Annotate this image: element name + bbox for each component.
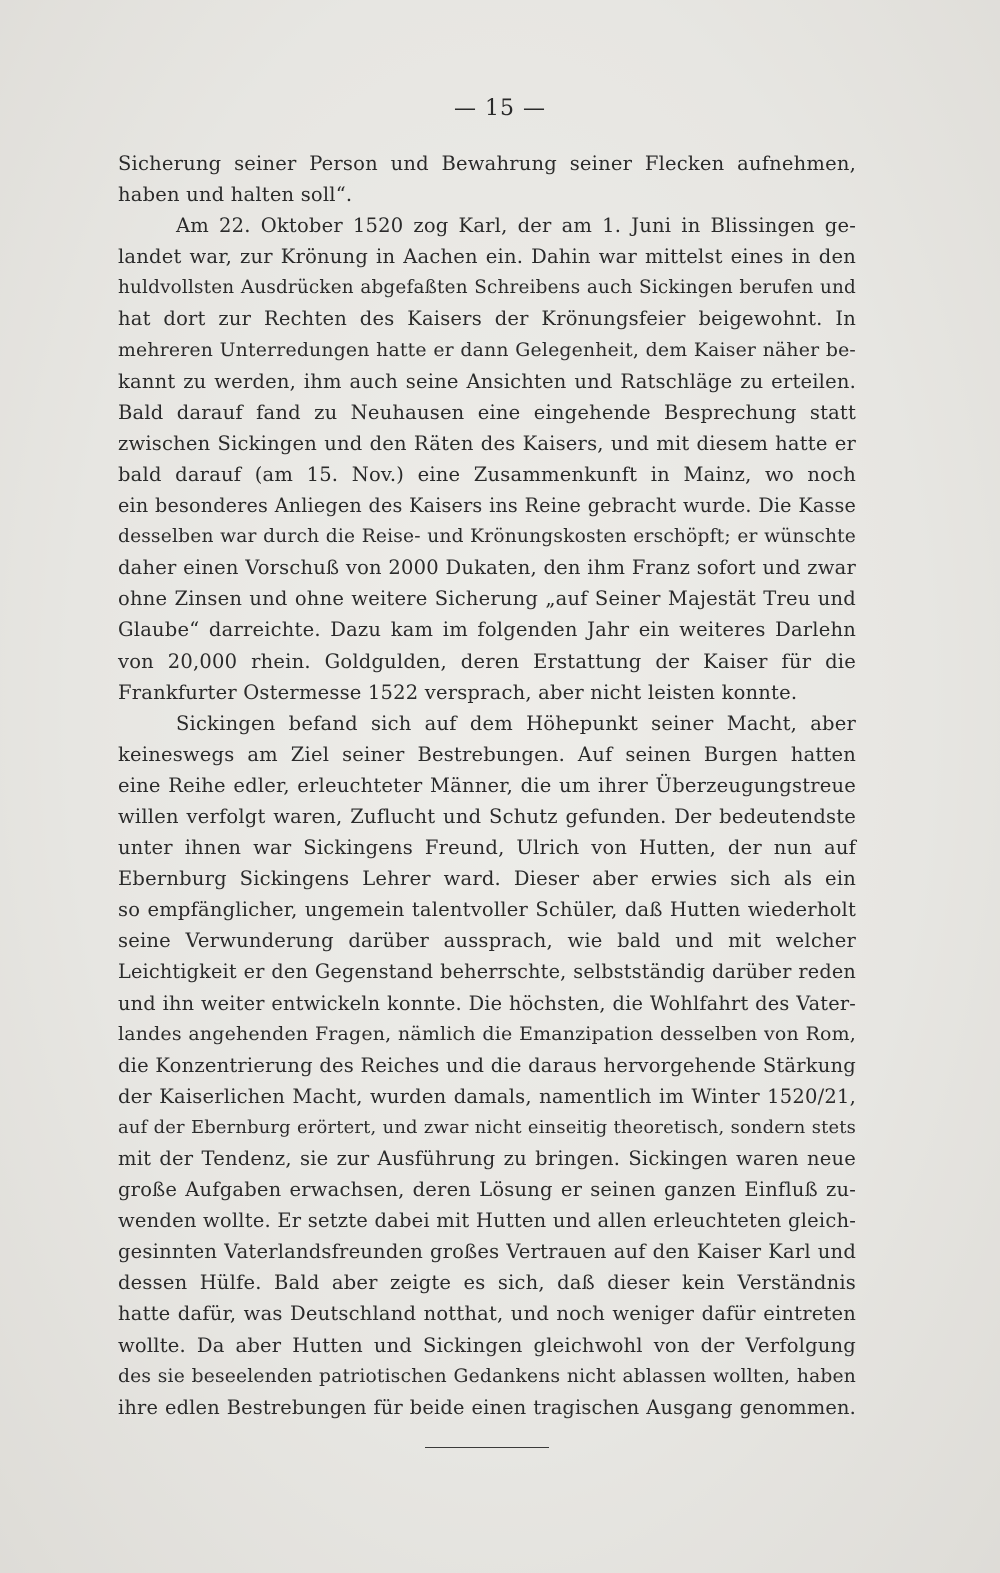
text-line: daher einen Vorschuß von 2000 Dukaten, den ihm Franz sofort und zwar [118, 556, 856, 580]
text-line: der Kaiserlichen Macht, wurden damals, namentlich im Winter 1520/21, [118, 1084, 856, 1108]
text-line: von 20,000 rhein. Goldgulden, deren Erstattung der Kaiser für die [118, 649, 856, 673]
text-line: hat dort zur Rechten des Kaisers der Krönungsfeier beigewohnt. In [118, 307, 856, 331]
text-line: die Konzentrierung des Reiches und die daraus hervorgehende Stärkung [118, 1053, 856, 1077]
text-line: dessen Hülfe. Bald aber zeigte es sich, daß dieser kein Verständnis [118, 1271, 856, 1295]
text-line: keineswegs am Ziel seiner Bestrebungen. Auf seinen Burgen hatten [118, 742, 856, 766]
text-line: bald darauf (am 15. Nov.) eine Zusammenkunft in Mainz, wo noch [118, 462, 856, 486]
text-line: ihre edlen Bestrebungen für beide einen tragischen Ausgang genommen. [118, 1395, 856, 1419]
text-line: huldvollsten Ausdrücken abgefaßten Schreibens auch Sickingen berufen und [118, 277, 856, 299]
text-line: Glaube“ darreichte. Dazu kam im folgenden Jahr ein weiteres Darlehn [118, 618, 856, 642]
text-line: und ihn weiter entwickeln konnte. Die höchsten, die Wohlfahrt des Vater- [118, 991, 856, 1015]
text-line: haben und halten soll“. [118, 183, 353, 207]
body-text [118, 148, 856, 1423]
text-line: Leichtigkeit er den Gegenstand beherrschte, selbstständig darüber reden [118, 960, 856, 984]
text-line: auf der Ebernburg erörtert, und zwar nicht einseitig theoretisch, sondern stets [118, 1116, 856, 1138]
text-line: große Aufgaben erwachsen, deren Lösung er seinen ganzen Einfluß zu- [118, 1178, 856, 1202]
text-line: Sickingen befand sich auf dem Höhepunkt seiner Macht, aber [176, 711, 856, 735]
text-line: Frankfurter Ostermesse 1522 versprach, aber nicht leisten konnte. [118, 680, 798, 704]
text-line: mehreren Unterredungen hatte er dann Gelegenheit, dem Kaiser näher be- [118, 339, 856, 361]
text-line: landet war, zur Krönung in Aachen ein. Dahin war mittelst eines in den [118, 245, 856, 269]
text-line: eine Reihe edler, erleuchteter Männer, die um ihrer Überzeugungstreue [118, 773, 856, 797]
text-line: landes angehenden Fragen, nämlich die Emanzipation desselben von Rom, [118, 1022, 856, 1045]
text-line: ein besonderes Anliegen des Kaisers ins Reine gebracht wurde. Die Kasse [118, 494, 856, 518]
text-line: Sicherung seiner Person und Bewahrung seiner Flecken aufnehmen, [118, 152, 856, 175]
text-line: desselben war durch die Reise- und Krönungskosten erschöpft; er wünschte [118, 526, 856, 548]
text-line: mit der Tendenz, sie zur Ausführung zu bringen. Sickingen waren neue [118, 1147, 856, 1170]
text-line: ohne Zinsen und ohne weitere Sicherung „auf Seiner Majestät Treu und [118, 587, 856, 611]
text-line: zwischen Sickingen und den Räten des Kaisers, und mit diesem hatte er [118, 431, 856, 455]
text-line: kannt zu werden, ihm auch seine Ansichten und Ratschläge zu erteilen. [118, 369, 856, 393]
text-line: seine Verwunderung darüber aussprach, wie bald und mit welcher [118, 929, 856, 953]
text-line: willen verfolgt waren, Zuflucht und Schutz gefunden. Der bedeutendste [118, 804, 856, 828]
text-line: Ebernburg Sickingens Lehrer ward. Dieser aber erwies sich als ein [118, 867, 856, 891]
text-line: so empfänglicher, ungemein talentvoller Schüler, daß Hutten wiederholt [118, 898, 856, 922]
page-number: — 15 — [454, 96, 546, 121]
text-line: hatte dafür, was Deutschland notthat, und noch weniger dafür eintreten [118, 1302, 856, 1326]
text-line: Bald darauf fand zu Neuhausen eine eingehende Besprechung statt [118, 400, 856, 424]
text-line: wenden wollte. Er setzte dabei mit Hutten und allen erleuchteten gleich- [118, 1209, 856, 1233]
text-line: Am 22. Oktober 1520 zog Karl, der am 1. Juni in Blissingen ge- [176, 214, 856, 238]
text-line: des sie beseelenden patriotischen Gedankens nicht ablassen wollten, haben [118, 1365, 856, 1387]
text-line: wollte. Da aber Hutten und Sickingen gleichwohl von der Verfolgung [118, 1333, 856, 1357]
text-line: gesinnten Vaterlandsfreunden großes Vertrauen auf den Kaiser Karl und [118, 1240, 856, 1264]
text-line: unter ihnen war Sickingens Freund, Ulrich von Hutten, der nun auf [118, 836, 856, 860]
closing-rule [425, 1447, 549, 1448]
